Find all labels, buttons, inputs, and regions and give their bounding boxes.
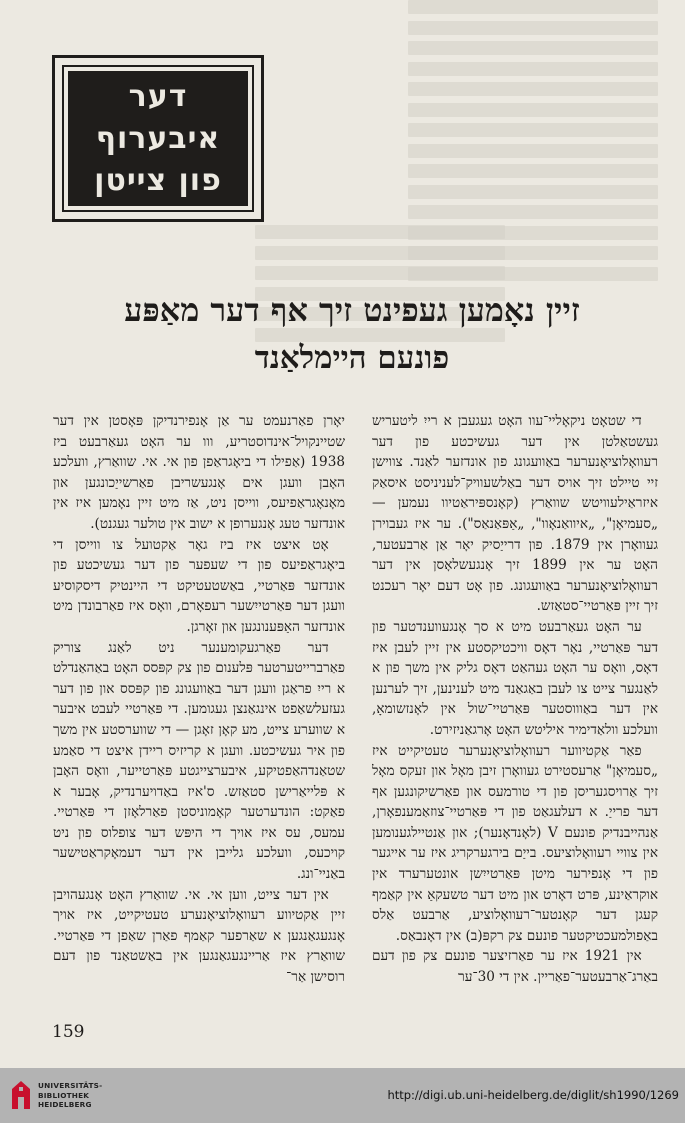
digitization-footer xyxy=(0,1068,685,1123)
paragraph: אָט איצט איז ביז גאָר אַקטועל צו ווייסן די ביאָגראַפיעס פון די שעפער פון דער געשיכטע פון אונדזער פּאַרטיי, באַשטעטיקט די היינטיק דיסקוסיע וועגן דער פּאַרטייִשער רעפאָרם, וואָס איז פאַרבונדן מיט אונדזער האַפּענונגען און זאָרגן. xyxy=(53,536,345,635)
masthead-line-2: איבערוף xyxy=(95,120,221,156)
paragraph: אין דער צייט, ווען אי. אי. שוואַרץ האָט אָנגעהויבן זיין אַקטיווע רעוואָלוציאָנערע טעטיקייט, איז אויך אָנגעגאַנגען א שאַרפער קאַמף פאַרן שאַפן די פּאַרטיי. שוואַרץ איז אַריינגעגאַנגען אין באַשטאַנד פון דעם רוסישן אַר־ xyxy=(53,886,345,986)
paragraph: דער פאַרגעקומענער ניט לאַנג צוריק פאַרברייטערטער פּלענום פון צק קפּסס האָט באַהאַנדלט א רייִ פראַגן וועגן דער באַוועגונג פון קפּסס און פון דער געזעלשאַפט אינגאַנצן געגומען. די פּאַרטיי לעבט איבער א שווערע צייט, מע קאָן זאָגן — די שווערסטע אין משך פון איר געשיכטע. וועגן א קריזיס ריידן איצט די סאַמע שטאַנדהאַפטיקע, איבערצייגטע פּאַרטייער, וואָס האָבן א פּלייאַרישן סטאַזש. ס'איז באַדויערנדיק, אָבער א פאַקט: הונדערטער קאָמוניסטן פאַרלאָזן די פּאַרטיי. עמעס, עס איז אויך די היפּש דער צופלוס פון ניט קויכעס, וועלכע גלייבן אין דער דעמאָקראַטישער באַניי־ונג. xyxy=(53,639,345,883)
paragraph: אין 1921 איז ער פאַרזיצער פונעם צק פון דעם באַרג־אַרבעטער־פאַריין. אין די 30־ער xyxy=(372,948,658,986)
section-masthead xyxy=(52,55,264,222)
paragraph: יאָרן פאַרנעמט ער אַן אָנפירנדיקן פּאָסטן אין דער שטיינקויל־אינדוסטריע, ווו ער האָט געאַרבעט ביז 1938 (אַפילו די ביאָגראַפן פון אי. אי. שוואַרץ, וועלכע האָבן וועגן אים אָנגעשריבן פאַרשייַכונגען און מאָנאָגראַפיעס, ווייסן ניט, אַז מיט זיין נאָמען איז אין אונדזער טעג אָנגערופן א ישוב אין טולער געגנט). xyxy=(53,413,345,532)
article-headline-line-1: זיין נאָמען געפינט זיך אף דער מאַפּע xyxy=(124,291,580,329)
paragraph: די שטאָט ניקאָליי־עוו האָט געגעבן א רייִ ליטעריש געשטאַלטן אין דער געשיכטע פון דער רעוואָלוציאָנערער באַוועגונג פון אונדזער לאַנד. צווישן זיי טיילט זיך אויס דער באַלשעוויק־לעניניסט איסאַק איזראַילעוויטש שוואַרץ (קאָנספּיראַטיוו נעמען — „סעמיאָן", „איוואַנאָוו", „אַפּאַנאַס"). ער איז געבוירן געוואָרן אין 1879. פון דרייַסיק יאָר אַן אַרבעטער, האָט ער אין 1899 זיך אָנגעשלאָסן אין דער רעוואָלוציאָנערער באַוועגונג. פון אָט דעם יאָר רעכנט זיך זיין פּאַרטיי־סטאַזש. xyxy=(372,413,658,615)
masthead-line-1: דער xyxy=(128,78,188,114)
masthead-line-3: פון צייטן xyxy=(94,162,222,198)
article-column-left xyxy=(53,411,345,1013)
library-name xyxy=(38,1081,102,1110)
page-number: 159 xyxy=(52,1022,85,1042)
article-column-right xyxy=(372,411,658,1023)
library-name-line-1: UNIVERSITÄTS- xyxy=(38,1081,103,1090)
heidelberg-library-logo-icon xyxy=(10,1079,32,1111)
library-name-line-3: HEIDELBERG xyxy=(38,1100,92,1110)
paragraph: פאַר אַקטיווער רעוואָלוציאָנערער טעטיקייט איז „סעמיאָן" אַרעסטירט געוואָרן זיבן מאָל און זעקס מאָל זיך אַרויסגעריסן פון די טורמעס און פאַרשיקונגען אף דער פרייַ. א דעלעגאַט פון די פּאַרטיי־צוזאַמענפאָרן, אַנהייבנדיק פונעם V (לאָנדאָנער); און אַנטיילגענומען אין צוויי רעוואָלוציעס. בייַם בירגערקריג איז ער אייגער פון די אָנפירער מיטן פּאַרטייִשן אונטערערד אין אוקראַינע, פּרט דאָרט און מיט דער טשעקאַ אין קאַמף קעגן דער קאָנטער־רעוואָלוציע, אַרבעט אַלס באַפולמעכטיקטער פונעם צק רקפּ(ב) אין דאָנבאַס. xyxy=(372,742,658,944)
bleed-through-right xyxy=(408,0,658,330)
library-name-line-2: BIBLIOTHEK xyxy=(38,1090,90,1100)
article-headline-line-2: פונעם היימלאַנד xyxy=(254,340,450,376)
source-url[interactable]: http://digi.ub.uni-heidelberg.de/diglit/sh1990/1269 xyxy=(387,1088,679,1102)
masthead-panel xyxy=(68,71,248,206)
paragraph: ער האָט געאַרבעט מיט א סך אָנגעווענדטער פון דער פּאַרטיי, נאָר דאָס וויכטיקסטע אין זיין לעבן איז דאָס, וואָס ער האָט געהאַט דאָס גליק אין משך פון א לאַנגער צייט צו לעבן באַגאַנד מיט לענינען, זיך לערנען אין דער באַוווסטער פּאַרטיי־שול אין לאָנזשומאָ, וועלכע וולאַדימיר איליטש האָט אָרגאַניזירט. xyxy=(372,618,658,738)
